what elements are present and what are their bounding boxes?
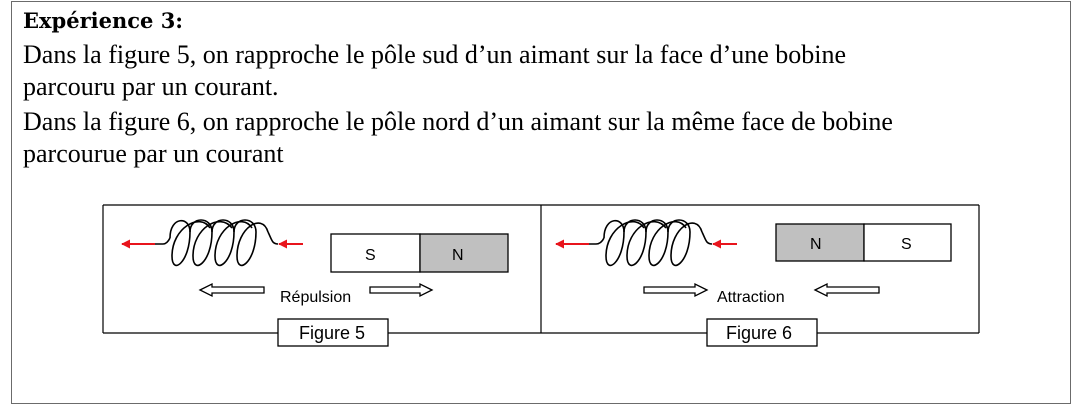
pole-label-s: S <box>365 247 376 264</box>
pole-label-s: S <box>901 236 912 253</box>
caption-figure-5: Figure 5 <box>299 323 366 343</box>
exercise-heading: Expérience 3: <box>23 8 184 33</box>
pole-label-n: N <box>810 236 822 253</box>
magnet-figure-6 <box>776 224 951 261</box>
figure-6 <box>556 220 951 346</box>
coil-figure-5 <box>155 220 278 265</box>
force-arrow-left <box>815 284 879 296</box>
figure-5 <box>122 220 508 346</box>
paragraph-line-2: parcouru par un courant. <box>23 72 279 101</box>
force-arrow-right <box>370 284 432 296</box>
force-arrow-right <box>644 284 707 296</box>
paragraph-line-1: Dans la figure 5, on rapproche le pôle sud d’un aimant sur la face d’une bobine <box>23 40 847 69</box>
paragraph-line-4: parcourue par un courant <box>23 139 284 168</box>
paragraph-line-3: Dans la figure 6, on rapproche le pôle nord d’un aimant sur la même face de bobine <box>23 107 893 136</box>
magnet-north-pole <box>420 234 508 272</box>
pole-label-n: N <box>452 247 464 264</box>
force-arrow-left <box>200 284 264 296</box>
effect-label-attraction: Attraction <box>717 289 785 306</box>
caption-figure-6: Figure 6 <box>726 323 793 343</box>
coil-figure-6 <box>589 220 712 265</box>
effect-label-repulsion: Répulsion <box>280 289 352 306</box>
magnet-figure-5 <box>331 234 508 272</box>
